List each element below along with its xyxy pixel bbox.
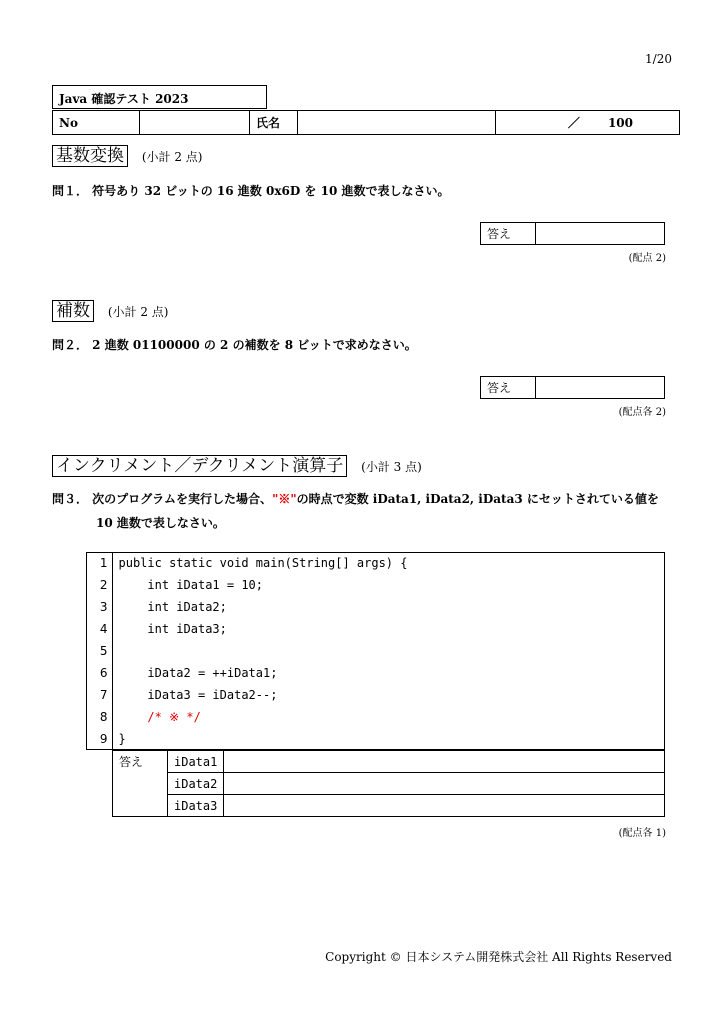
code-line — [86, 596, 665, 618]
answer-label: 答え — [113, 751, 168, 817]
answer-3-table — [112, 750, 665, 817]
name-label: 氏名 — [250, 111, 298, 135]
section-subtotal: (小計 3 点) — [361, 460, 422, 474]
score-max: 100 — [607, 116, 633, 130]
student-info-table — [52, 110, 680, 135]
code-text: public static void main(String[] args) { — [118, 556, 408, 570]
question-3-mark: "※" — [272, 492, 297, 506]
code-text: } — [118, 732, 126, 746]
answer-label: 答え — [481, 223, 536, 245]
code-line — [86, 728, 665, 750]
question-3-prefix: 問３． 次のプログラムを実行した場合、 — [52, 492, 273, 506]
code-line — [86, 618, 665, 640]
line-number: 3 — [86, 596, 112, 618]
no-field[interactable] — [140, 111, 250, 135]
code-line — [86, 552, 665, 574]
section-heading: インクリメント／デクリメント演算子 — [52, 455, 347, 477]
code-line — [86, 662, 665, 684]
section-subtotal: (小計 2 点) — [107, 305, 169, 319]
answer-idata2-field[interactable] — [224, 773, 665, 795]
code-line — [86, 574, 665, 596]
line-number: 4 — [86, 618, 112, 640]
line-number: 2 — [86, 574, 112, 596]
section-increment — [52, 455, 422, 477]
score-slash: ／ — [567, 116, 580, 130]
code-line — [86, 706, 665, 728]
code-text — [112, 640, 665, 662]
question-2: 問２． 2 進数 01100000 の 2 の補数を 8 ビットで求めなさい。 — [52, 338, 417, 352]
section-complement — [52, 300, 168, 322]
answer-2-field[interactable] — [536, 377, 665, 399]
line-number: 1 — [86, 552, 112, 574]
line-number: 8 — [86, 706, 112, 728]
answer-row-label: iData1 — [168, 751, 224, 773]
code-text: iData3 = iData2--; — [118, 688, 278, 702]
line-number: 9 — [86, 728, 112, 750]
section-subtotal: (小計 2 点) — [141, 150, 203, 164]
code-line — [86, 640, 665, 662]
answer-row-label: iData3 — [168, 795, 224, 817]
section-heading: 補数 — [52, 300, 94, 322]
answer-1-field[interactable] — [536, 223, 665, 245]
code-text: int iData1 = 10; — [118, 578, 263, 592]
score-cell[interactable] — [496, 111, 680, 135]
answer-1-table — [480, 222, 665, 245]
line-number: 7 — [86, 684, 112, 706]
answer-idata3-field[interactable] — [224, 795, 665, 817]
question-3 — [52, 490, 682, 507]
points-2: (配点各 2) — [618, 407, 666, 418]
answer-label: 答え — [481, 377, 536, 399]
line-number: 5 — [86, 640, 112, 662]
name-field[interactable] — [298, 111, 496, 135]
code-text: iData2 = ++iData1; — [118, 666, 278, 680]
code-text-comment: /* ※ */ — [118, 710, 201, 724]
section-heading: 基数変換 — [52, 145, 128, 167]
question-3-suffix: の時点で変数 iData1, iData2, iData3 にセットされている値を — [296, 492, 659, 506]
answer-2-table — [480, 376, 665, 399]
page-number: 1/20 — [645, 52, 672, 66]
copyright: Copyright © 日本システム開発株式会社 All Rights Reserved — [325, 950, 672, 964]
question-1: 問１． 符号あり 32 ビットの 16 進数 0x6D を 10 進数で表しなさい。 — [52, 184, 450, 198]
answer-idata1-field[interactable] — [224, 751, 665, 773]
line-number: 6 — [86, 662, 112, 684]
code-text: int iData2; — [118, 600, 227, 614]
code-text: int iData3; — [118, 622, 227, 636]
points-1: (配点 2) — [628, 253, 666, 264]
section-radix — [52, 145, 202, 167]
code-table — [86, 552, 665, 750]
answer-row-label: iData2 — [168, 773, 224, 795]
no-label: No — [53, 111, 140, 135]
test-title: Java 確認テスト 2023 — [52, 85, 267, 109]
code-line — [86, 684, 665, 706]
question-3-line2: 10 進数で表しなさい。 — [96, 516, 225, 530]
points-3: (配点各 1) — [618, 828, 666, 839]
